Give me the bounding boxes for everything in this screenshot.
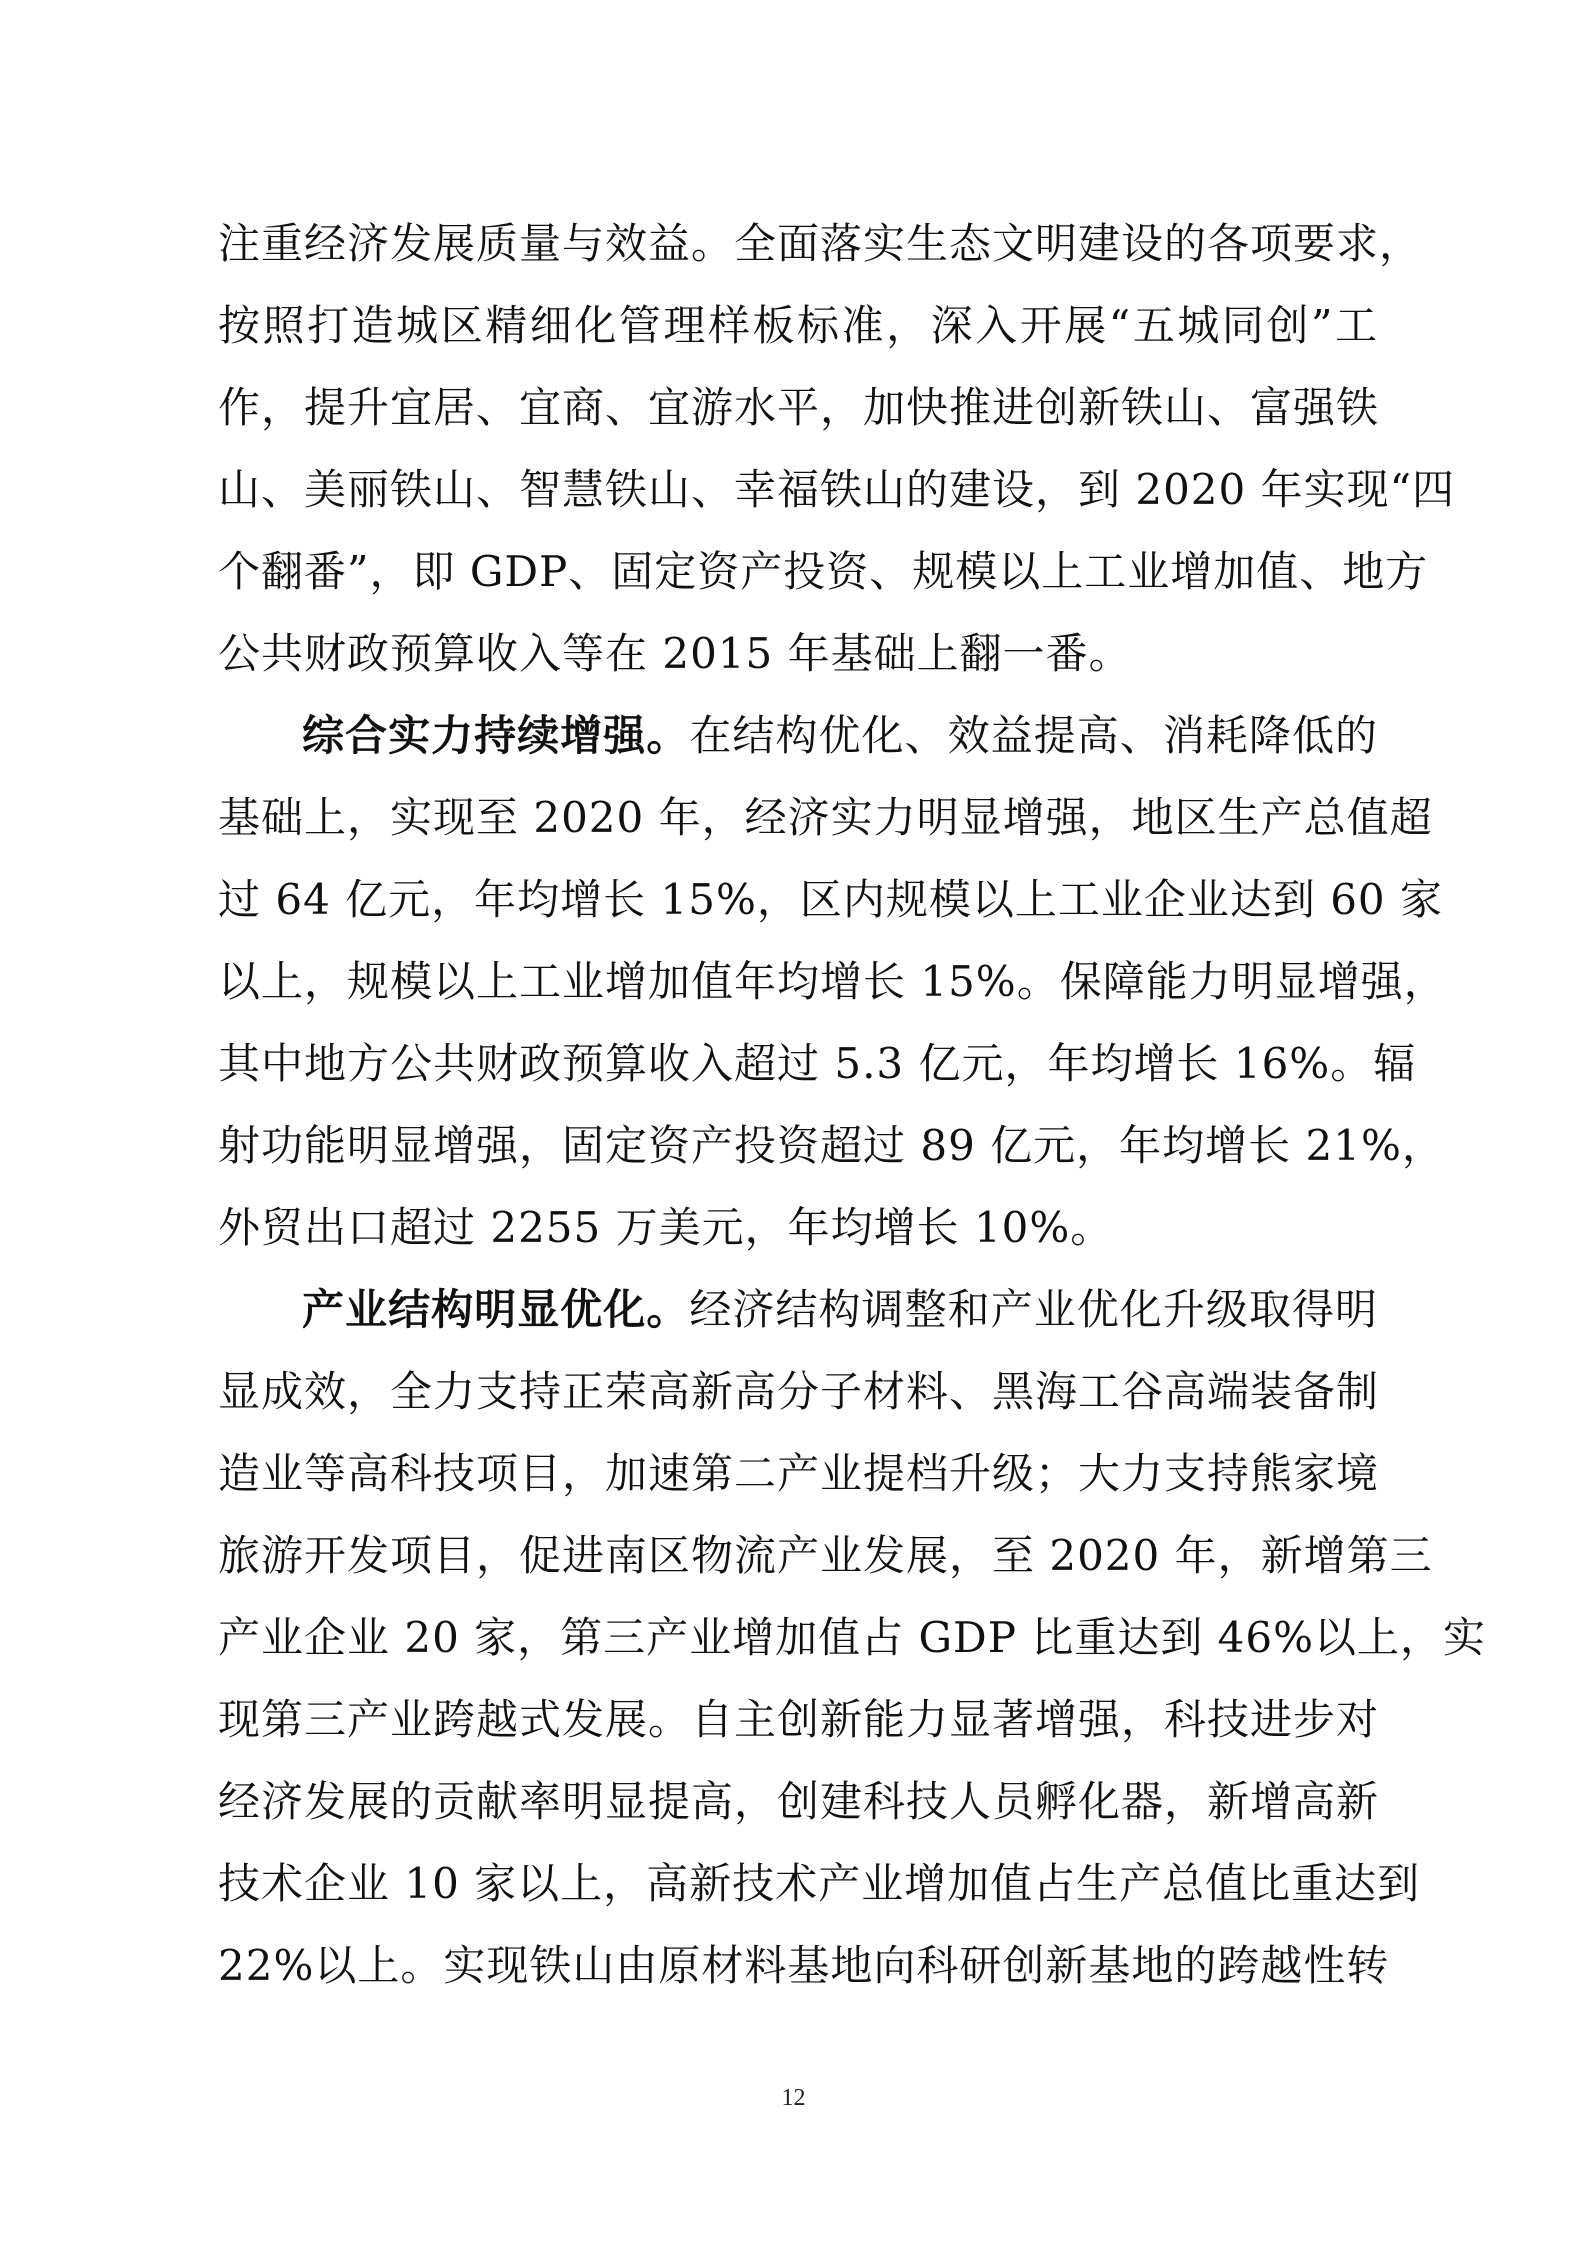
text-line: 显成效，全力支持正荣高新高分子材料、黑海工谷高端装备制 [218, 1367, 1380, 1416]
text-line: 射功能明显增强，固定资产投资超过 89 亿元，年均增长 21%， [218, 1121, 1445, 1170]
text-line: 过 64 亿元，年均增长 15%，区内规模以上工业企业达到 60 家 [218, 875, 1443, 924]
text-line: 22%以上。实现铁山由原材料基地向科研创新基地的跨越性转 [218, 1941, 1390, 1990]
text-line: 个翻番”，即 GDP、固定资产投资、规模以上工业增加值、地方 [218, 547, 1429, 596]
paragraph-first-line [218, 1269, 1378, 1351]
text-line: 技术企业 10 家以上，高新技术产业增加值占生产总值比重达到 [218, 1859, 1421, 1908]
text-line: 作，提升宜居、宜商、宜游水平，加快推进创新铁山、富强铁 [218, 383, 1380, 432]
text-line: 外贸出口超过 2255 万美元，年均增长 10%。 [218, 1203, 1114, 1252]
text-line: 旅游开发项目，促进南区物流产业发展，至 2020 年，新增第三 [218, 1531, 1433, 1580]
document-body [218, 203, 1487, 2007]
paragraph-heading: 产业结构明显优化。 [302, 1285, 690, 1334]
text-line: 按照打造城区精细化管理样板标准，深入开展“五城同创”工 [218, 301, 1378, 350]
paragraph-first-line-text: 经济结构调整和产业优化升级取得明 [689, 1285, 1378, 1334]
text-line: 公共财政预算收入等在 2015 年基础上翻一番。 [218, 629, 1132, 678]
page-number: 12 [781, 2085, 806, 2111]
text-line: 注重经济发展质量与效益。全面落实生态文明建设的各项要求， [218, 219, 1423, 268]
paragraph-first-line [218, 695, 1378, 777]
text-line: 基础上，实现至 2020 年，经济实力明显增强，地区生产总值超 [218, 793, 1433, 842]
paragraph-first-line-text: 在结构优化、效益提高、消耗降低的 [689, 711, 1378, 760]
text-line: 其中地方公共财政预算收入超过 5.3 亿元，年均增长 16%。辐 [218, 1039, 1417, 1088]
text-line: 现第三产业跨越式发展。自主创新能力显著增强，科技进步对 [218, 1695, 1380, 1744]
paragraph-heading: 综合实力持续增强。 [302, 711, 690, 760]
text-line: 造业等高科技项目，加速第二产业提档升级；大力支持熊家境 [218, 1449, 1380, 1498]
text-line: 产业企业 20 家，第三产业增加值占 GDP 比重达到 46%以上，实 [218, 1613, 1487, 1662]
text-line: 经济发展的贡献率明显提高，创建科技人员孵化器，新增高新 [218, 1777, 1380, 1826]
text-line: 山、美丽铁山、智慧铁山、幸福铁山的建设，到 2020 年实现“四 [218, 465, 1456, 514]
text-line: 以上，规模以上工业增加值年均增长 15%。保障能力明显增强， [218, 957, 1447, 1006]
